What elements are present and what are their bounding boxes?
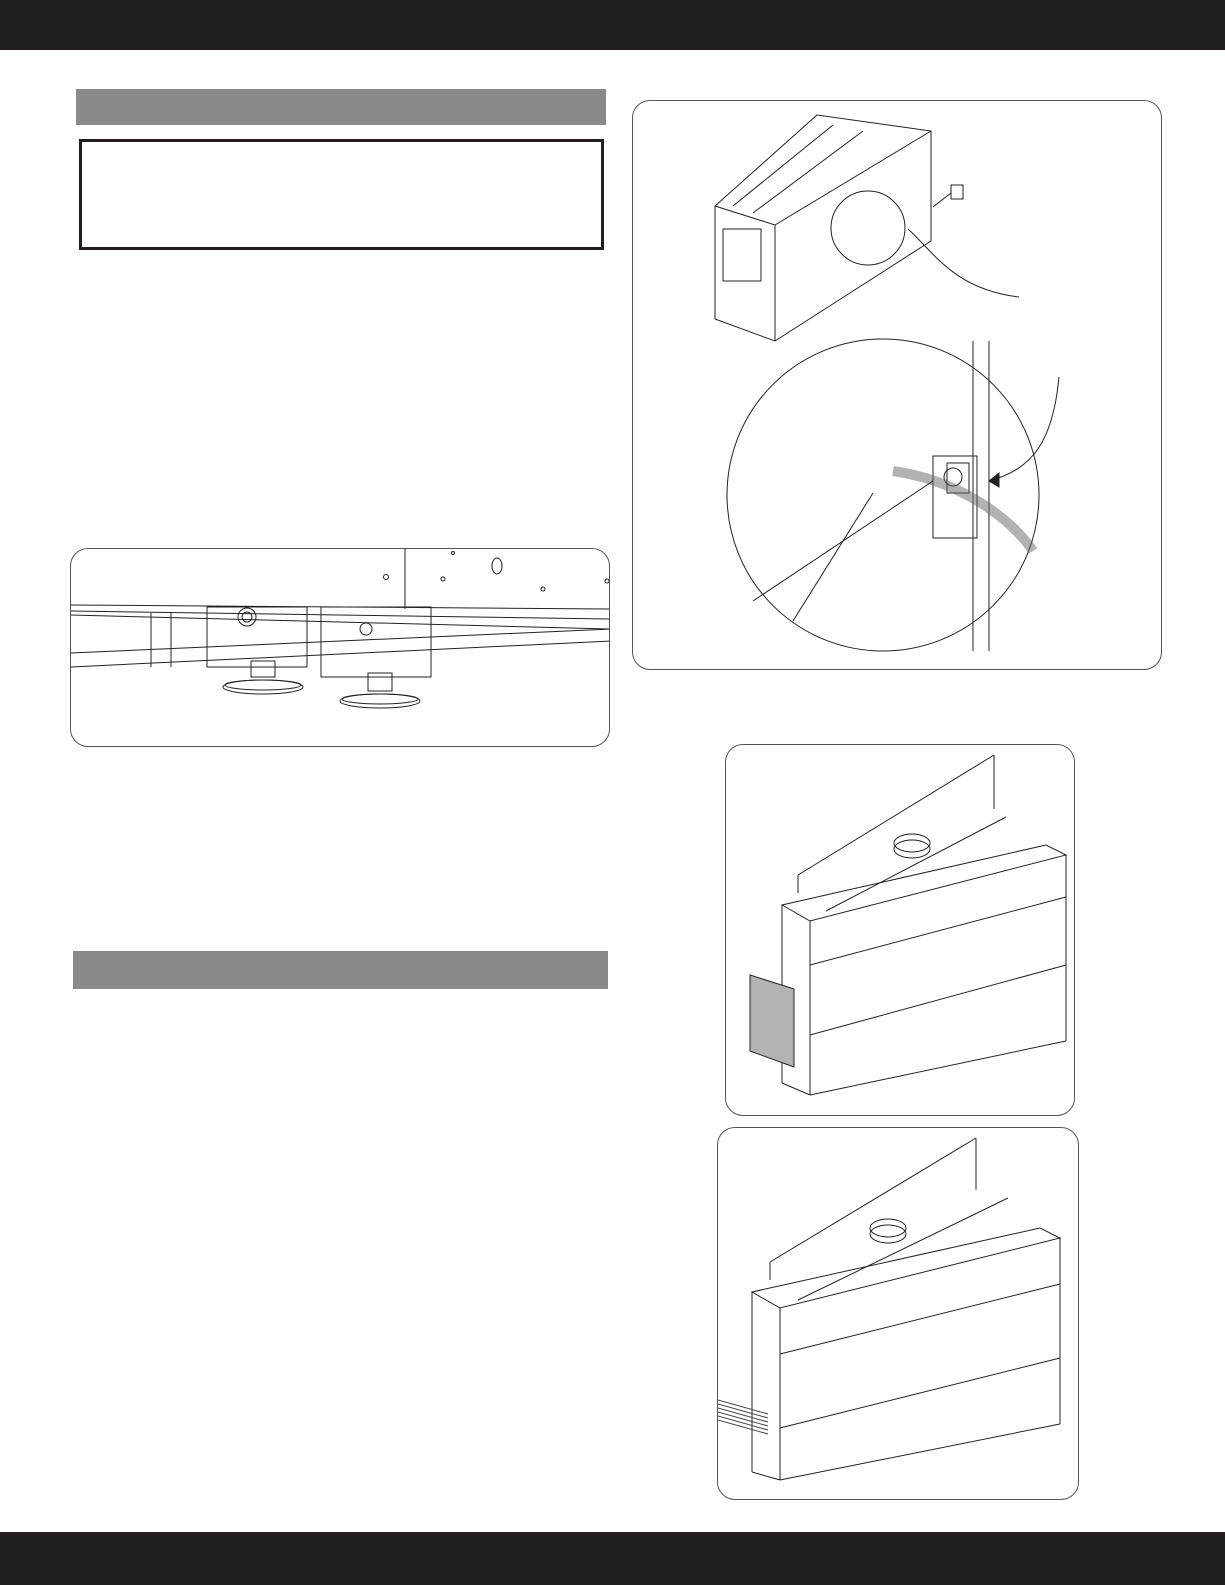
unit-with-panel-figure	[725, 744, 1075, 1116]
leveling-legs-figure	[70, 548, 610, 747]
unit-with-grille-figure	[717, 1127, 1079, 1500]
fireplace-with-side-panel-illustration	[726, 745, 1075, 1116]
section-header-bar-2	[73, 951, 608, 989]
section-header-bar-1	[76, 89, 606, 125]
warning-box	[79, 139, 604, 250]
fireplace-with-grille-illustration	[718, 1128, 1079, 1500]
header-band	[0, 0, 1225, 50]
power-cord-figure	[632, 100, 1162, 670]
footer-band	[0, 1532, 1225, 1585]
power-cord-illustration	[633, 101, 1162, 670]
leveling-legs-illustration	[71, 549, 610, 747]
